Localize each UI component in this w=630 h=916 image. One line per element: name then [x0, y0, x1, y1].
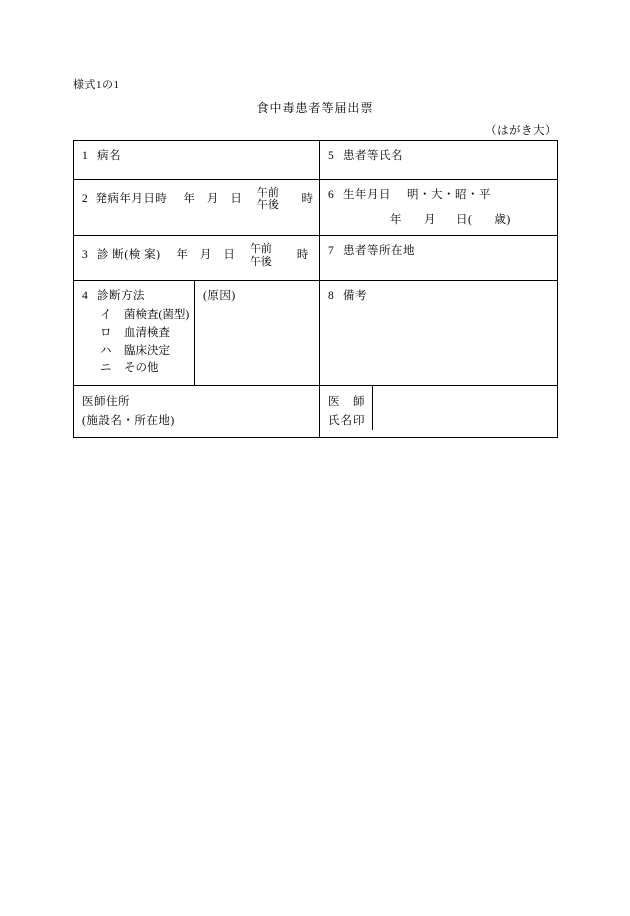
- method-text-i: 菌検査(菌型): [124, 309, 190, 322]
- diagnosis-month-unit: 月: [199, 249, 212, 262]
- form-number: 様式1の1: [73, 79, 120, 91]
- cell-diagnosis-date[interactable]: [74, 236, 320, 281]
- field-label-remarks: 備考: [343, 290, 367, 303]
- doctor-address-label-line1: 医師住所: [82, 396, 130, 409]
- method-option-list: [82, 307, 190, 378]
- method-text-ro: 血清検査: [124, 326, 170, 339]
- cell-patient-name[interactable]: [320, 141, 558, 180]
- field-number-8: 8: [328, 290, 334, 303]
- onset-pm-label: 午後: [256, 199, 279, 212]
- table-row: [74, 236, 558, 281]
- cell-onset[interactable]: [74, 180, 320, 236]
- onset-month-unit: 月: [206, 192, 219, 205]
- field-label-method: 診断方法: [97, 290, 145, 303]
- method-mark-ro: ロ: [100, 326, 112, 339]
- doctor-signature-seal-field[interactable]: [372, 386, 557, 430]
- onset-year-unit: 年: [183, 192, 195, 205]
- doctor-address-label-line2: (施設名・所在地): [82, 414, 175, 427]
- table-row: [74, 180, 558, 236]
- cause-input-area[interactable]: [194, 281, 319, 385]
- doctor-name-label-line2: 氏名印: [328, 414, 366, 427]
- onset-hour-unit: 時: [301, 192, 313, 205]
- doctor-name-label: [320, 386, 372, 430]
- field-label-cause: (原因): [203, 290, 236, 303]
- cell-doctor-name-group: [320, 386, 558, 438]
- diagnosis-day-unit: 日: [223, 249, 235, 262]
- field-number-5: 5: [328, 150, 334, 162]
- birth-era-options[interactable]: 明・大・昭・平: [407, 189, 491, 201]
- diagnosis-ampm-toggle[interactable]: [250, 243, 272, 268]
- method-mark-ni: ニ: [100, 362, 112, 375]
- field-number-6: 6: [328, 189, 334, 201]
- onset-am-label: 午前: [256, 187, 279, 199]
- method-text-ni: その他: [124, 362, 159, 375]
- birth-age-unit: 歳): [494, 213, 511, 226]
- postcard-size-note: （はがき大）: [485, 125, 557, 137]
- cell-patient-address[interactable]: [320, 236, 558, 281]
- list-item[interactable]: [82, 325, 190, 343]
- list-item[interactable]: [82, 360, 190, 378]
- field-label-diagnosis: 診 断(検 案): [97, 249, 161, 262]
- method-mark-ha: ハ: [100, 344, 112, 357]
- doctor-name-label-line1: 医 師: [328, 396, 366, 409]
- list-item[interactable]: [82, 307, 190, 325]
- notification-form-table: [73, 140, 558, 438]
- method-mark-i: イ: [100, 309, 112, 322]
- field-label-patient-name: 患者等氏名: [343, 150, 403, 162]
- diagnosis-hour-unit: 時: [296, 249, 309, 262]
- field-number-1: 1: [82, 150, 88, 162]
- cell-doctor-address[interactable]: [74, 386, 320, 438]
- birth-day-unit: 日(: [456, 213, 473, 226]
- field-number-7: 7: [328, 245, 334, 258]
- field-label-patient-address: 患者等所在地: [343, 245, 415, 258]
- birth-year-unit: 年: [390, 213, 402, 226]
- table-row: [74, 141, 558, 180]
- cell-birth[interactable]: [320, 180, 558, 236]
- diagnosis-pm-label: 午後: [249, 255, 272, 268]
- cell-disease[interactable]: [74, 141, 320, 180]
- onset-ampm-toggle[interactable]: [257, 187, 279, 212]
- onset-day-unit: 日: [230, 192, 242, 205]
- field-number-4: 4: [82, 290, 88, 303]
- method-text-ha: 臨床決定: [124, 344, 170, 357]
- diagnosis-am-label: 午前: [249, 243, 272, 256]
- table-row: [74, 281, 558, 386]
- field-number-3: 3: [82, 249, 88, 262]
- page-title: 食中毒患者等届出票: [256, 101, 374, 115]
- diagnosis-method-list-area: [74, 281, 194, 385]
- cell-diagnosis-method: [74, 281, 320, 386]
- list-item[interactable]: [82, 343, 190, 361]
- field-label-onset: 発病年月日時: [95, 192, 168, 205]
- birth-month-unit: 月: [424, 213, 436, 226]
- diagnosis-year-unit: 年: [176, 249, 188, 262]
- field-label-disease: 病名: [97, 150, 121, 162]
- field-label-birth: 生年月日: [343, 189, 391, 201]
- cell-remarks[interactable]: [320, 281, 558, 386]
- table-row: [74, 386, 558, 438]
- field-number-2: 2: [82, 192, 88, 205]
